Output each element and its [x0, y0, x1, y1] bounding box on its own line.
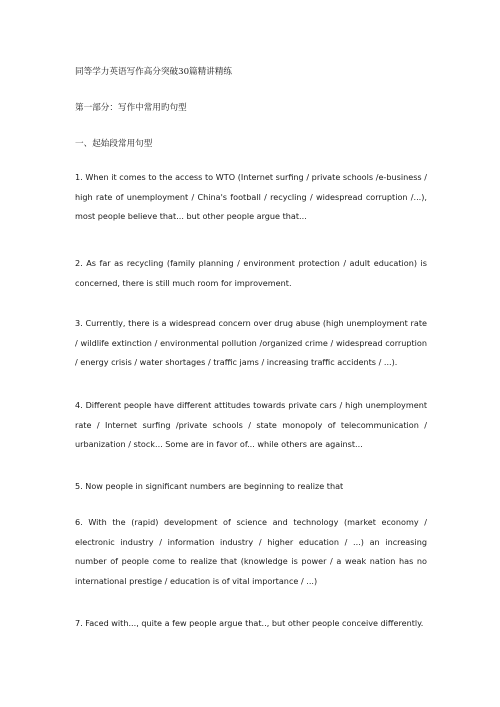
list-item: 6. With the (rapid) development of science and technology (market economy / electronic industry / information industry / higher education / ...) an increasing number of people come to realize that (knowledge is power / a weak nation has no international prestige / education is of vital importance / ...) [75, 517, 427, 586]
section-heading: 一、起始段常用句型 [75, 139, 153, 149]
document-title: 同等学力英语写作高分突破30篇精讲精练 [75, 67, 233, 77]
list-item: 5. Now people in significant numbers are beginning to realize that [75, 481, 344, 491]
list-item: 2. As far as recycling (family planning / environment protection / adult education) is concerned, there is still much room for improvement. [75, 258, 427, 288]
part-heading: 第一部分：写作中常用旳句型 [75, 103, 187, 113]
list-item: 1. When it comes to the access to WTO (Internet surfing / private schools /e-business / high rate of unemployment / China's football / recycling / widespread corruption /...), most people believe that... but other people argue that... [75, 172, 427, 221]
list-item: 7. Faced with..., quite a few people argue that.., but other people conceive differently. [75, 618, 424, 628]
list-item: 3. Currently, there is a widespread concern over drug abuse (high unemployment rate / wildlife extinction / environmental pollution /organized crime / widespread corruption / energy crisis / water shortages / traffic jams / increasing traffic accidents / ...). [75, 318, 427, 367]
list-item: 4. Different people have different attitudes towards private cars / high unemployment rate / Internet surfing /private schools / state monopoly of telecommunication / urbanization / stock... Some are in favor of... while others are against... [75, 400, 427, 449]
